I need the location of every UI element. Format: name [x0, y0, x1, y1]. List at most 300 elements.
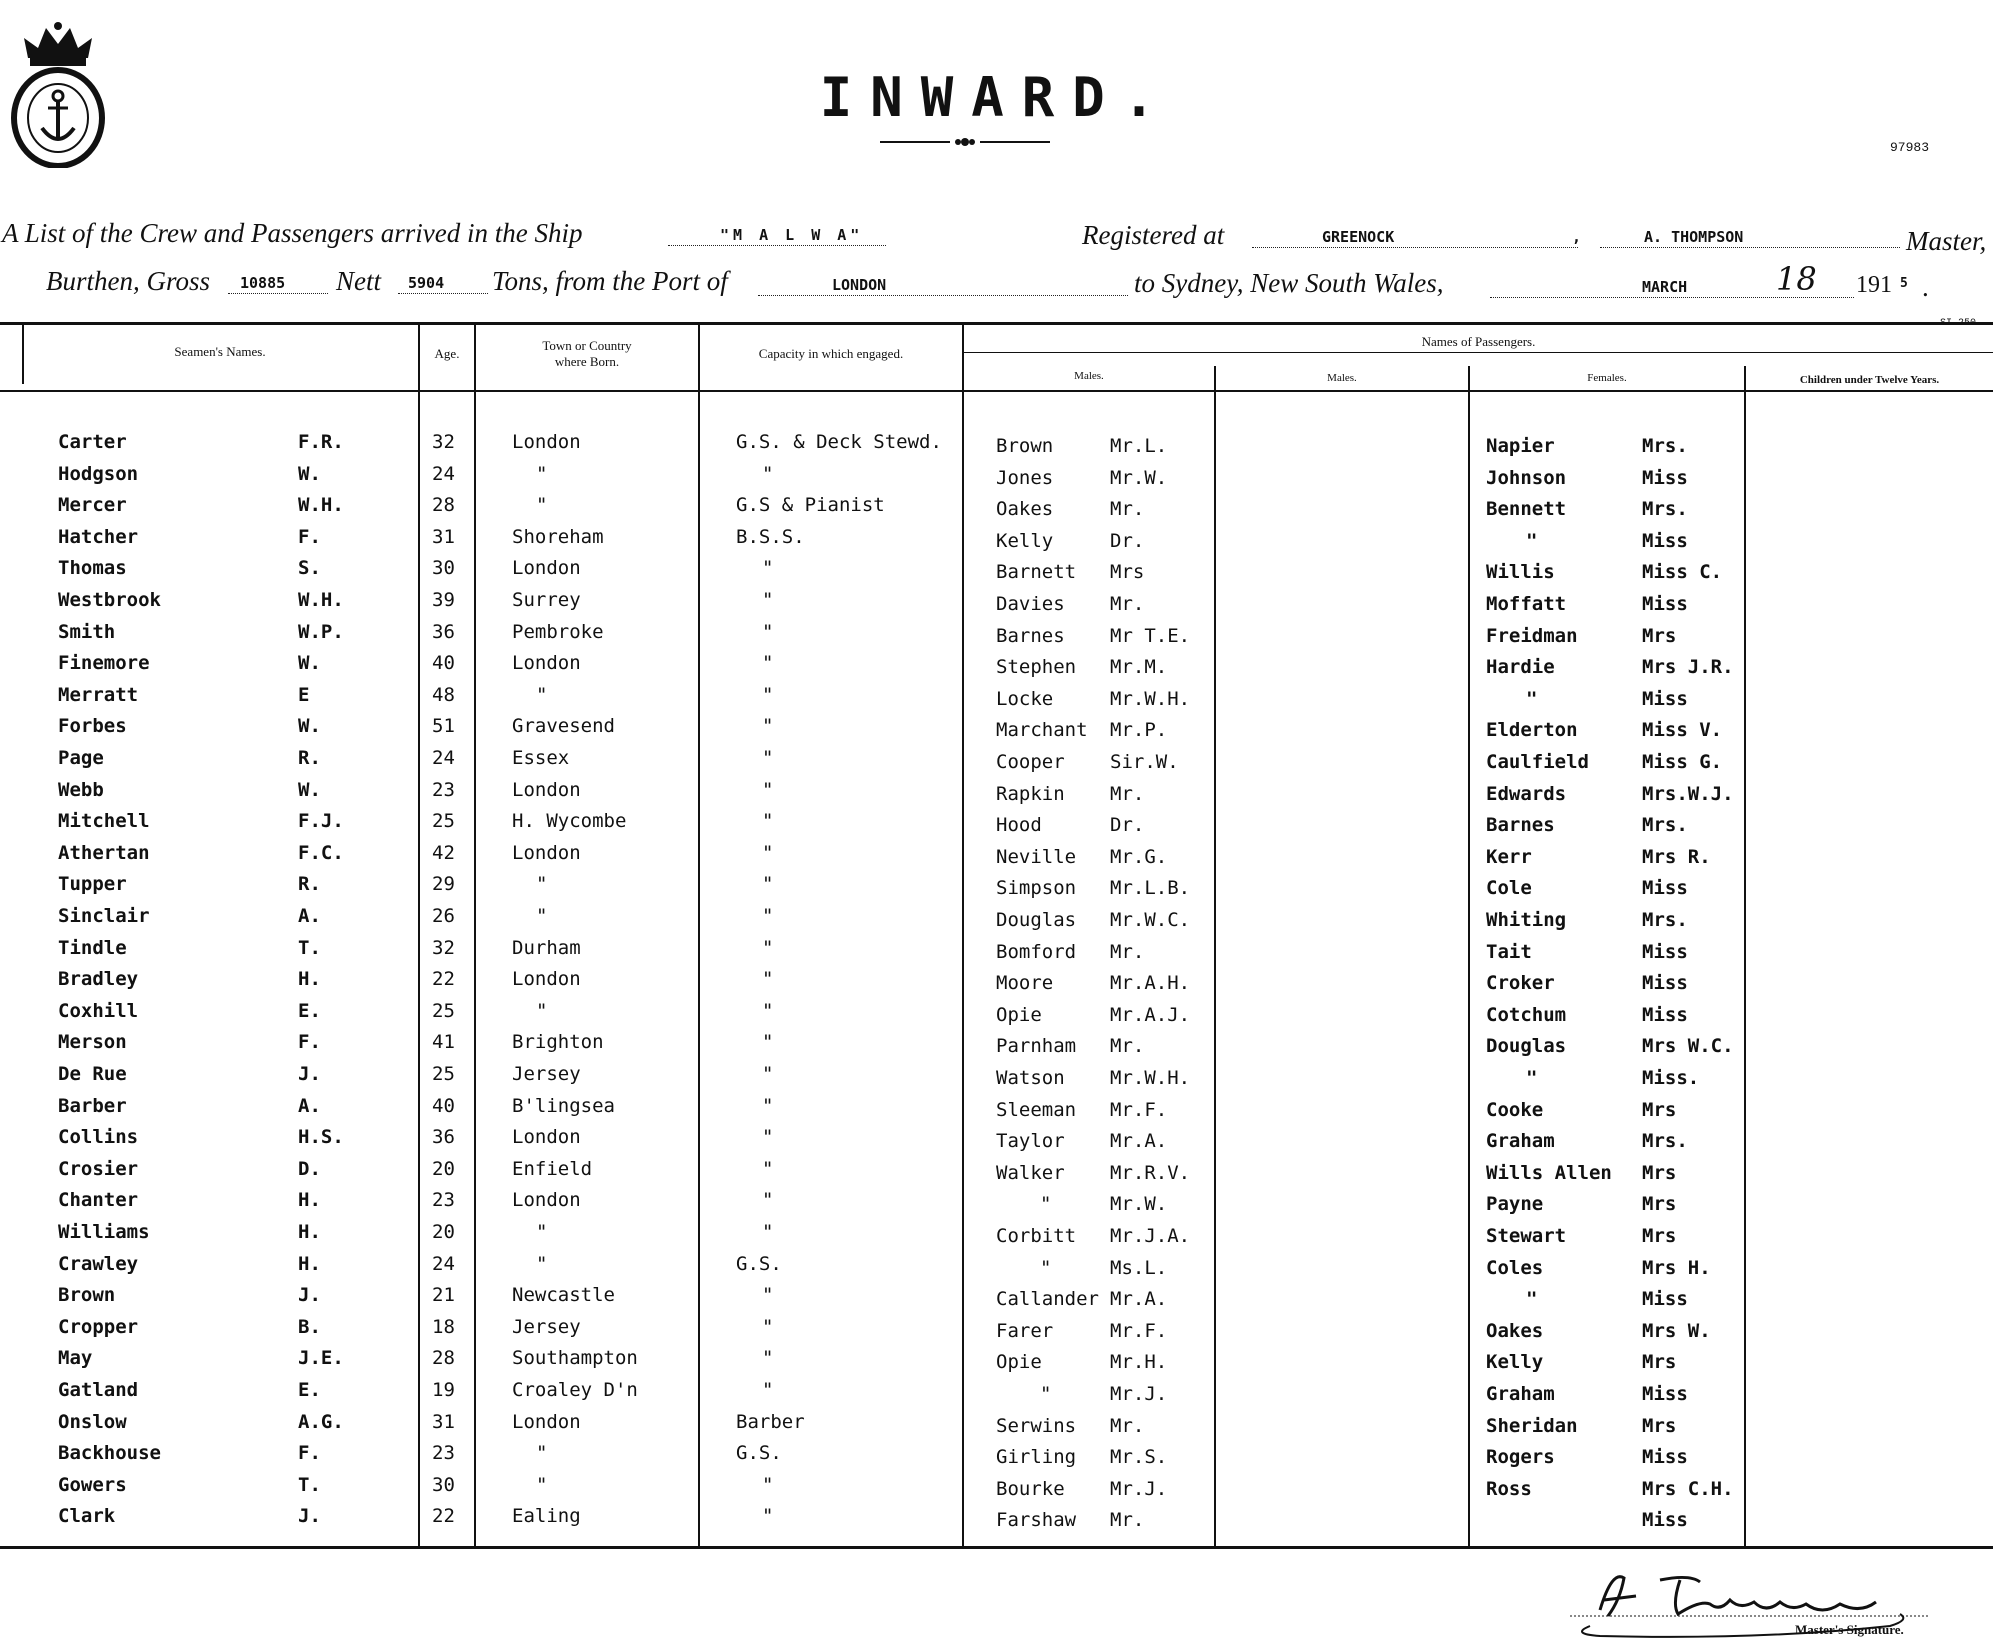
- crew-initials: T.: [298, 1474, 321, 1496]
- male-passenger-title: Mr.: [1110, 1415, 1145, 1437]
- crew-capacity: ": [762, 715, 774, 737]
- crew-capacity: ": [762, 589, 774, 611]
- crew-surname: Chanter: [58, 1189, 139, 1211]
- male-passenger-surname: Girling: [996, 1446, 1077, 1468]
- male-passenger-title: Mr.F.: [1110, 1099, 1168, 1121]
- crew-age: 28: [432, 494, 455, 516]
- header-females: Females.: [1587, 372, 1627, 384]
- crew-initials: A.: [298, 905, 321, 927]
- col-divider-6: [1468, 366, 1470, 1546]
- crew-birthplace: ": [536, 873, 548, 895]
- crew-initials: F.: [298, 526, 321, 548]
- registered-comma: ,: [1572, 228, 1582, 246]
- header-children: Children under Twelve Years.: [1799, 374, 1940, 386]
- crew-surname: Westbrook: [58, 589, 161, 611]
- crew-birthplace: London: [512, 557, 581, 579]
- male-passenger-surname: Opie: [996, 1004, 1042, 1026]
- crew-surname: Cropper: [58, 1316, 139, 1338]
- male-passenger-title: Mr.A.: [1110, 1288, 1168, 1310]
- crew-age: 29: [432, 873, 455, 895]
- male-passenger-surname: Callander: [996, 1288, 1099, 1310]
- male-passenger-surname: Hood: [996, 814, 1042, 836]
- crew-age: 42: [432, 842, 455, 864]
- crew-surname: Williams: [58, 1221, 150, 1243]
- crew-capacity: ": [762, 779, 774, 801]
- female-passenger-title: Mrs J.R.: [1642, 656, 1734, 678]
- male-passenger-surname: Parnham: [996, 1035, 1077, 1057]
- ship-name: "M A L W A": [720, 226, 864, 244]
- male-passenger-surname: Locke: [996, 688, 1054, 710]
- table-top-rule: [0, 322, 1993, 325]
- male-passenger-surname: Barnes: [996, 625, 1065, 647]
- crew-capacity: G.S.: [736, 1253, 782, 1275]
- crew-initials: T.: [298, 937, 321, 959]
- male-passenger-surname: Marchant: [996, 719, 1088, 741]
- col-divider-3: [698, 324, 700, 1546]
- female-passenger-surname: Ross: [1486, 1478, 1532, 1500]
- female-passenger-surname: Oakes: [1486, 1320, 1544, 1342]
- female-passenger-title: Mrs.: [1642, 814, 1688, 836]
- crew-surname: Gatland: [58, 1379, 139, 1401]
- crew-birthplace: London: [512, 779, 581, 801]
- female-passenger-title: Miss: [1642, 941, 1688, 963]
- crew-age: 36: [432, 621, 455, 643]
- male-passenger-surname: Walker: [996, 1162, 1065, 1184]
- female-passenger-surname: Payne: [1486, 1193, 1544, 1215]
- female-passenger-title: Mrs C.H.: [1642, 1478, 1734, 1500]
- crew-initials: A.G.: [298, 1411, 344, 1433]
- crew-birthplace: ": [536, 1474, 548, 1496]
- male-passenger-surname: Cooper: [996, 751, 1065, 773]
- male-passenger-surname: Simpson: [996, 877, 1077, 899]
- female-passenger-surname: Wills Allen: [1486, 1162, 1612, 1184]
- crew-birthplace: London: [512, 1411, 581, 1433]
- crew-capacity: ": [762, 905, 774, 927]
- crew-initials: H.: [298, 1189, 321, 1211]
- crew-surname: Tindle: [58, 937, 127, 959]
- male-passenger-title: Mr.M.: [1110, 656, 1168, 678]
- male-passenger-title: Ms.L.: [1110, 1257, 1168, 1279]
- crew-birthplace: Croaley D'n: [512, 1379, 638, 1401]
- crew-capacity: ": [762, 1221, 774, 1243]
- arrival-day: 18: [1776, 260, 1817, 298]
- male-passenger-title: Mr.A.: [1110, 1130, 1168, 1152]
- female-passenger-title: Mrs H.: [1642, 1257, 1711, 1279]
- master-name: A. THOMPSON: [1644, 228, 1744, 246]
- header-males-1: Males.: [1074, 370, 1104, 382]
- male-passenger-surname: Moore: [996, 972, 1054, 994]
- male-passenger-title: Mr.A.H.: [1110, 972, 1191, 994]
- male-passenger-title: Mr.J.A.: [1110, 1225, 1191, 1247]
- crew-age: 23: [432, 779, 455, 801]
- arrival-month: MARCH: [1642, 278, 1688, 296]
- crew-initials: R.: [298, 747, 321, 769]
- crew-birthplace: Gravesend: [512, 715, 615, 737]
- crew-birthplace: Newcastle: [512, 1284, 615, 1306]
- crew-age: 22: [432, 968, 455, 990]
- female-passenger-surname: Cole: [1486, 877, 1532, 899]
- male-passenger-title: Mr.S.: [1110, 1446, 1168, 1468]
- female-passenger-surname: Kelly: [1486, 1351, 1544, 1373]
- female-passenger-title: Mrs: [1642, 1193, 1677, 1215]
- crew-age: 30: [432, 557, 455, 579]
- male-passenger-surname: Farer: [996, 1320, 1054, 1342]
- female-passenger-title: Mrs: [1642, 625, 1677, 647]
- male-passenger-surname: Oakes: [996, 498, 1054, 520]
- male-passenger-title: Mr.W.H.: [1110, 1067, 1191, 1089]
- crew-age: 20: [432, 1158, 455, 1180]
- crew-surname: Backhouse: [58, 1442, 161, 1464]
- crew-surname: Carter: [58, 431, 127, 453]
- female-passenger-title: Miss: [1642, 688, 1688, 710]
- crew-age: 19: [432, 1379, 455, 1401]
- crew-initials: H.: [298, 1253, 321, 1275]
- crew-capacity: G.S & Pianist: [736, 494, 885, 516]
- crew-age: 31: [432, 526, 455, 548]
- list-heading: A List of the Crew and Passengers arrived in the Ship: [2, 218, 583, 248]
- crew-initials: S.: [298, 557, 321, 579]
- crew-age: 25: [432, 810, 455, 832]
- female-passenger-title: Miss G.: [1642, 751, 1723, 773]
- male-passenger-title: Mr.H.: [1110, 1351, 1168, 1373]
- male-passenger-surname: Douglas: [996, 909, 1077, 931]
- crew-age: 32: [432, 431, 455, 453]
- master-label: Master,: [1906, 226, 1987, 256]
- crew-surname: Sinclair: [58, 905, 150, 927]
- crew-birthplace: London: [512, 968, 581, 990]
- female-passenger-surname: Rogers: [1486, 1446, 1555, 1468]
- crew-capacity: ": [762, 873, 774, 895]
- crew-birthplace: Jersey: [512, 1063, 581, 1085]
- header-town: Town or Country where Born.: [542, 338, 632, 369]
- crew-initials: E.: [298, 1000, 321, 1022]
- crew-initials: J.: [298, 1505, 321, 1527]
- crew-age: 20: [432, 1221, 455, 1243]
- crew-surname: Hatcher: [58, 526, 139, 548]
- crew-age: 40: [432, 652, 455, 674]
- nett-rule: [398, 292, 488, 294]
- master-rule: [1600, 246, 1900, 248]
- crew-surname: Bradley: [58, 968, 139, 990]
- crew-capacity: ": [762, 1031, 774, 1053]
- female-passenger-surname: Barnes: [1486, 814, 1555, 836]
- crew-birthplace: London: [512, 1126, 581, 1148]
- male-passenger-title: Mr.R.V.: [1110, 1162, 1191, 1184]
- crew-initials: H.S.: [298, 1126, 344, 1148]
- registered-label: Registered at: [1082, 220, 1225, 250]
- crew-birthplace: ": [536, 463, 548, 485]
- female-passenger-surname: Sheridan: [1486, 1415, 1578, 1437]
- table-header-rule: [0, 390, 1993, 392]
- header-capacity: Capacity in which engaged.: [758, 346, 904, 361]
- crew-surname: Crosier: [58, 1158, 139, 1180]
- male-passenger-surname: Jones: [996, 467, 1054, 489]
- year-prefix: 191: [1856, 272, 1892, 298]
- crew-birthplace: H. Wycombe: [512, 810, 627, 832]
- crew-capacity: ": [762, 937, 774, 959]
- document-number: 97983: [1890, 140, 1930, 155]
- header-seamen-names: Seamen's Names.: [174, 344, 266, 359]
- male-passenger-title: Mr T.E.: [1110, 625, 1191, 647]
- male-passenger-surname: Bomford: [996, 941, 1077, 963]
- crew-capacity: ": [762, 463, 774, 485]
- male-passenger-title: Dr.: [1110, 530, 1145, 552]
- crew-initials: W.: [298, 715, 321, 737]
- female-passenger-title: Mrs: [1642, 1415, 1677, 1437]
- female-passenger-surname: Douglas: [1486, 1035, 1567, 1057]
- female-passenger-surname: ": [1526, 688, 1538, 710]
- crew-capacity: ": [762, 1000, 774, 1022]
- male-passenger-surname: Rapkin: [996, 783, 1065, 805]
- male-passenger-surname: Watson: [996, 1067, 1065, 1089]
- male-passenger-title: Mr.W.H.: [1110, 688, 1191, 710]
- male-passenger-title: Mr.W.C.: [1110, 909, 1191, 931]
- female-passenger-surname: Caulfield: [1486, 751, 1589, 773]
- col-divider-1: [418, 324, 420, 1546]
- crew-surname: Clark: [58, 1505, 116, 1527]
- male-passenger-title: Mr.A.J.: [1110, 1004, 1191, 1026]
- female-passenger-title: Miss: [1642, 1288, 1688, 1310]
- crew-capacity: ": [762, 1095, 774, 1117]
- male-passenger-title: Dr.: [1110, 814, 1145, 836]
- female-passenger-surname: Graham: [1486, 1130, 1555, 1152]
- female-passenger-title: Mrs: [1642, 1225, 1677, 1247]
- crew-age: 24: [432, 747, 455, 769]
- crew-age: 30: [432, 1474, 455, 1496]
- female-passenger-surname: Moffatt: [1486, 593, 1567, 615]
- male-passenger-surname: Davies: [996, 593, 1065, 615]
- male-passenger-surname: Opie: [996, 1351, 1042, 1373]
- crew-age: 31: [432, 1411, 455, 1433]
- male-passenger-surname: Brown: [996, 435, 1054, 457]
- crew-capacity: ": [762, 557, 774, 579]
- crew-birthplace: Enfield: [512, 1158, 593, 1180]
- crew-age: 28: [432, 1347, 455, 1369]
- crew-initials: R.: [298, 873, 321, 895]
- female-passenger-title: Miss C.: [1642, 561, 1723, 583]
- crew-birthplace: Brighton: [512, 1031, 604, 1053]
- crew-initials: F.: [298, 1031, 321, 1053]
- female-passenger-surname: Hardie: [1486, 656, 1555, 678]
- crown-icon: [24, 22, 92, 66]
- female-passenger-title: Miss V.: [1642, 719, 1723, 741]
- female-passenger-title: Mrs.W.J.: [1642, 783, 1734, 805]
- female-passenger-surname: Whiting: [1486, 909, 1567, 931]
- col-divider-2: [474, 324, 476, 1546]
- destination-label: to Sydney, New South Wales,: [1134, 268, 1444, 298]
- crew-age: 39: [432, 589, 455, 611]
- crew-birthplace: Essex: [512, 747, 570, 769]
- female-passenger-title: Miss: [1642, 1509, 1688, 1531]
- crew-initials: E: [298, 684, 310, 706]
- female-passenger-surname: Johnson: [1486, 467, 1567, 489]
- crew-surname: Collins: [58, 1126, 139, 1148]
- year-suffix: 5: [1900, 276, 1908, 291]
- crew-birthplace: Ealing: [512, 1505, 581, 1527]
- male-passenger-title: Mr.L.: [1110, 435, 1168, 457]
- female-passenger-surname: Bennett: [1486, 498, 1567, 520]
- crew-birthplace: ": [536, 905, 548, 927]
- female-passenger-surname: Edwards: [1486, 783, 1567, 805]
- crew-age: 22: [432, 1505, 455, 1527]
- male-passenger-title: Mr.W.: [1110, 1193, 1168, 1215]
- port-rule: [758, 294, 1128, 296]
- nett-label: Nett: [336, 266, 381, 296]
- crew-initials: D.: [298, 1158, 321, 1180]
- ship-name-rule: [668, 244, 886, 246]
- crew-age: 51: [432, 715, 455, 737]
- female-passenger-title: Miss: [1642, 530, 1688, 552]
- crew-surname: De Rue: [58, 1063, 127, 1085]
- crew-capacity: ": [762, 968, 774, 990]
- crew-age: 40: [432, 1095, 455, 1117]
- male-passenger-surname: Kelly: [996, 530, 1054, 552]
- crew-capacity: ": [762, 1284, 774, 1306]
- male-passenger-title: Mr.P.: [1110, 719, 1168, 741]
- crew-initials: W.P.: [298, 621, 344, 643]
- crew-surname: Smith: [58, 621, 116, 643]
- male-passenger-title: Mr.: [1110, 783, 1145, 805]
- header-age: Age.: [434, 346, 460, 361]
- crew-capacity: ": [762, 621, 774, 643]
- crew-birthplace: ": [536, 684, 548, 706]
- crew-surname: Thomas: [58, 557, 127, 579]
- crew-capacity: G.S.: [736, 1442, 782, 1464]
- male-passenger-surname: ": [1040, 1383, 1052, 1405]
- table-bottom-rule: [0, 1546, 1993, 1549]
- crew-age: 18: [432, 1316, 455, 1338]
- crew-initials: H.: [298, 968, 321, 990]
- crew-age: 24: [432, 463, 455, 485]
- crew-surname: Mitchell: [58, 810, 150, 832]
- crew-surname: Forbes: [58, 715, 127, 737]
- crew-initials: A.: [298, 1095, 321, 1117]
- crew-birthplace: ": [536, 1000, 548, 1022]
- col-divider-5: [1214, 366, 1216, 1546]
- crew-capacity: ": [762, 1126, 774, 1148]
- female-passenger-title: Miss: [1642, 1446, 1688, 1468]
- female-passenger-title: Mrs R.: [1642, 846, 1711, 868]
- crew-capacity: ": [762, 1316, 774, 1338]
- crew-surname: Brown: [58, 1284, 116, 1306]
- female-passenger-surname: Tait: [1486, 941, 1532, 963]
- crew-initials: W.: [298, 463, 321, 485]
- crew-surname: Page: [58, 747, 104, 769]
- crew-birthplace: Jersey: [512, 1316, 581, 1338]
- header-passengers: Names of Passengers.: [1421, 334, 1536, 349]
- female-passenger-surname: Stewart: [1486, 1225, 1567, 1247]
- crew-surname: Onslow: [58, 1411, 127, 1433]
- crew-surname: May: [58, 1347, 93, 1369]
- female-passenger-title: Miss: [1642, 972, 1688, 994]
- crew-birthplace: ": [536, 1221, 548, 1243]
- male-passenger-title: Mr.J.: [1110, 1478, 1168, 1500]
- male-passenger-surname: Farshaw: [996, 1509, 1077, 1531]
- male-passenger-title: Mr.W.: [1110, 467, 1168, 489]
- female-passenger-title: Mrs W.: [1642, 1320, 1711, 1342]
- crew-birthplace: Southampton: [512, 1347, 638, 1369]
- female-passenger-surname: Cooke: [1486, 1099, 1544, 1121]
- page-title: INWARD.: [819, 66, 1174, 129]
- male-passenger-surname: Neville: [996, 846, 1077, 868]
- female-passenger-surname: Kerr: [1486, 846, 1532, 868]
- male-passenger-surname: Barnett: [996, 561, 1077, 583]
- crew-age: 23: [432, 1189, 455, 1211]
- gross-rule: [228, 292, 328, 294]
- crew-initials: W.H.: [298, 589, 344, 611]
- male-passenger-title: Mr.G.: [1110, 846, 1168, 868]
- crew-initials: H.: [298, 1221, 321, 1243]
- crew-initials: W.: [298, 779, 321, 801]
- crew-initials: W.H.: [298, 494, 344, 516]
- female-passenger-title: Mrs W.C.: [1642, 1035, 1734, 1057]
- title-ornament: [880, 134, 1050, 150]
- crew-age: 21: [432, 1284, 455, 1306]
- female-passenger-title: Miss: [1642, 1383, 1688, 1405]
- crew-surname: Athertan: [58, 842, 150, 864]
- crew-age: 36: [432, 1126, 455, 1148]
- registered-port: GREENOCK: [1322, 228, 1395, 246]
- male-passenger-surname: Serwins: [996, 1415, 1077, 1437]
- female-passenger-title: Miss: [1642, 467, 1688, 489]
- crew-birthplace: London: [512, 431, 581, 453]
- crew-capacity: ": [762, 1347, 774, 1369]
- female-passenger-surname: ": [1526, 1288, 1538, 1310]
- female-passenger-title: Mrs: [1642, 1099, 1677, 1121]
- crew-capacity: Barber: [736, 1411, 805, 1433]
- crew-age: 25: [432, 1063, 455, 1085]
- year-period: .: [1922, 272, 1929, 302]
- crew-initials: J.: [298, 1063, 321, 1085]
- female-passenger-surname: Freidman: [1486, 625, 1578, 647]
- crew-initials: J.E.: [298, 1347, 344, 1369]
- female-passenger-surname: ": [1526, 530, 1538, 552]
- crew-surname: Mercer: [58, 494, 127, 516]
- passenger-header-rule: [964, 352, 1993, 353]
- crew-initials: J.: [298, 1284, 321, 1306]
- crew-surname: Webb: [58, 779, 104, 801]
- male-passenger-surname: Bourke: [996, 1478, 1065, 1500]
- crew-initials: F.: [298, 1442, 321, 1464]
- gross-tonnage: 10885: [240, 274, 286, 292]
- crew-birthplace: Pembroke: [512, 621, 604, 643]
- female-passenger-title: Miss: [1642, 877, 1688, 899]
- male-passenger-title: Mr.: [1110, 941, 1145, 963]
- crew-capacity: ": [762, 684, 774, 706]
- female-passenger-title: Mrs.: [1642, 498, 1688, 520]
- crew-birthplace: Surrey: [512, 589, 581, 611]
- tons-label: Tons, from the Port of: [492, 266, 728, 296]
- female-passenger-title: Mrs: [1642, 1351, 1677, 1373]
- male-passenger-title: Mr.: [1110, 498, 1145, 520]
- female-passenger-title: Miss.: [1642, 1067, 1700, 1089]
- crew-initials: E.: [298, 1379, 321, 1401]
- female-passenger-surname: Croker: [1486, 972, 1555, 994]
- crew-birthplace: ": [536, 1253, 548, 1275]
- crew-surname: Merson: [58, 1031, 127, 1053]
- male-passenger-title: Mr.L.B.: [1110, 877, 1191, 899]
- male-passenger-title: Mrs: [1110, 561, 1145, 583]
- crew-surname: Merratt: [58, 684, 139, 706]
- crew-surname: Barber: [58, 1095, 127, 1117]
- crew-surname: Gowers: [58, 1474, 127, 1496]
- crew-initials: F.R.: [298, 431, 344, 453]
- crew-surname: Crawley: [58, 1253, 139, 1275]
- male-passenger-title: Mr.: [1110, 593, 1145, 615]
- male-passenger-title: Mr.F.: [1110, 1320, 1168, 1342]
- female-passenger-surname: Graham: [1486, 1383, 1555, 1405]
- male-passenger-surname: Corbitt: [996, 1225, 1077, 1247]
